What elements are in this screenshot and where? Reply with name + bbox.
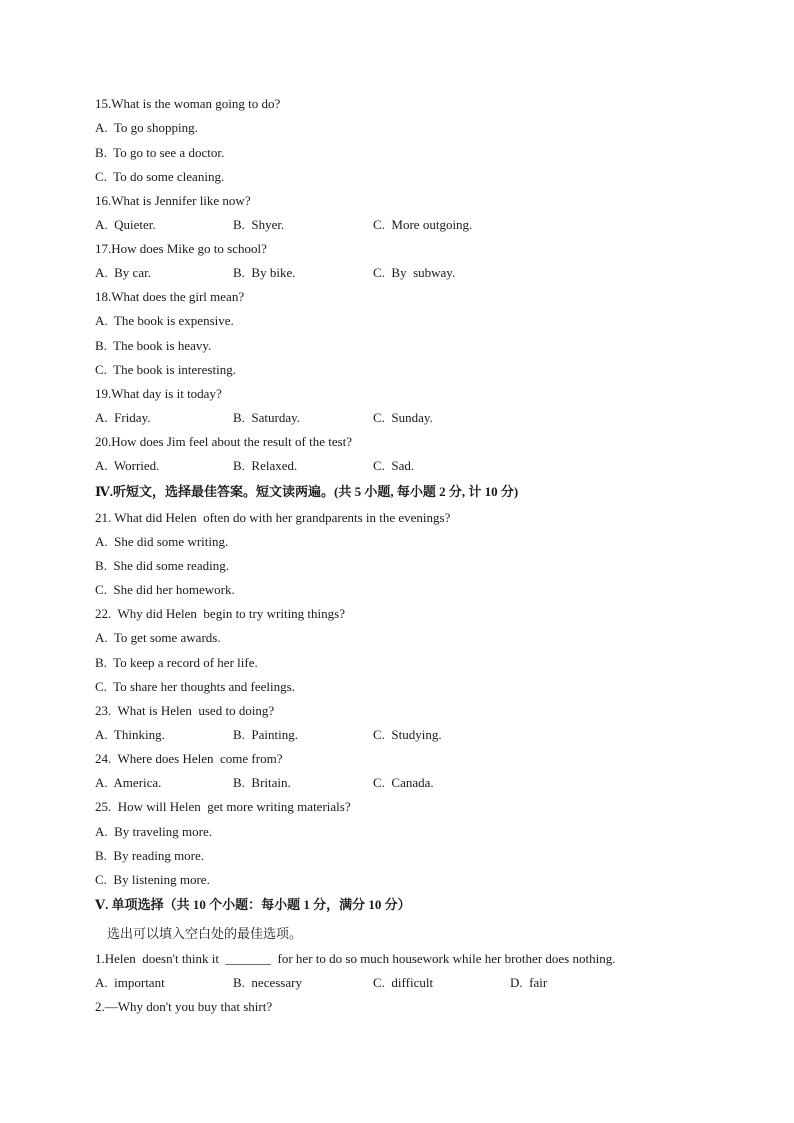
option-19-c: C. Sunday. <box>373 410 433 425</box>
option-23-a: A. Thinking. <box>95 727 165 742</box>
option-21-b: B. She did some reading. <box>95 558 229 573</box>
option-s1-d: D. fair <box>510 975 548 990</box>
option-19-b: B. Saturday. <box>233 410 301 425</box>
option-24-c: C. Canada. <box>373 775 434 790</box>
option-21-a: A. She did some writing. <box>95 534 229 549</box>
question-25: 25. How will Helen get more writing materials? <box>95 799 351 814</box>
option-17-c: C. By subway. <box>373 265 456 280</box>
option-22-b: B. To keep a record of her life. <box>95 655 258 670</box>
question-22: 22. Why did Helen begin to try writing things? <box>95 606 345 621</box>
option-s1-b: B. necessary <box>233 975 302 990</box>
option-16-a: A. Quieter. <box>95 217 156 232</box>
option-23-c: C. Studying. <box>373 727 442 742</box>
option-15-a: A. To go shopping. <box>95 120 198 135</box>
option-s1-a: A. important <box>95 975 165 990</box>
option-17-b: B. By bike. <box>233 265 296 280</box>
option-20-a: A. Worried. <box>95 458 160 473</box>
question-21: 21. What did Helen often do with her grandparents in the evenings? <box>95 510 451 525</box>
question-s1: 1.Helen doesn't think it _______ for her to do so much housework while her brother does nothing. <box>95 951 616 966</box>
option-24-b: B. Britain. <box>233 775 291 790</box>
question-19: 19.What day is it today? <box>95 386 222 401</box>
option-22-c: C. To share her thoughts and feelings. <box>95 679 295 694</box>
question-18: 18.What does the girl mean? <box>95 289 245 304</box>
option-18-a: A. The book is expensive. <box>95 313 234 328</box>
option-s1-c: C. difficult <box>373 975 434 990</box>
question-23: 23. What is Helen used to doing? <box>95 703 275 718</box>
question-s2: 2.—Why don't you buy that shirt? <box>95 999 273 1014</box>
section-5-instruction: 选出可以填入空白处的最佳选项。 <box>107 926 303 941</box>
question-15: 15.What is the woman going to do? <box>95 96 281 111</box>
option-25-a: A. By traveling more. <box>95 824 212 839</box>
option-20-b: B. Relaxed. <box>233 458 298 473</box>
question-20: 20.How does Jim feel about the result of the test? <box>95 434 353 449</box>
option-15-b: B. To go to see a doctor. <box>95 145 225 160</box>
option-22-a: A. To get some awards. <box>95 630 221 645</box>
option-23-b: B. Painting. <box>233 727 299 742</box>
option-17-a: A. By car. <box>95 265 151 280</box>
option-25-c: C. By listening more. <box>95 872 210 887</box>
option-16-b: B. Shyer. <box>233 217 285 232</box>
option-18-b: B. The book is heavy. <box>95 338 212 353</box>
option-19-a: A. Friday. <box>95 410 151 425</box>
option-25-b: B. By reading more. <box>95 848 205 863</box>
question-16: 16.What is Jennifer like now? <box>95 193 251 208</box>
option-16-c: C. More outgoing. <box>373 217 473 232</box>
question-17: 17.How does Mike go to school? <box>95 241 267 256</box>
option-21-c: C. She did her homework. <box>95 582 235 597</box>
section-4-heading: Ⅳ.听短文，选择最佳答案。短文读两遍。(共 5 小题, 每小题 2 分, 计 10 分) <box>95 484 519 499</box>
option-24-a: A. America. <box>95 775 162 790</box>
option-15-c: C. To do some cleaning. <box>95 169 225 184</box>
section-5-heading: Ⅴ. 单项选择（共 10 个小题：每小题 1 分，满分 10 分） <box>95 897 411 912</box>
question-24: 24. Where does Helen come from? <box>95 751 283 766</box>
option-18-c: C. The book is interesting. <box>95 362 236 377</box>
option-20-c: C. Sad. <box>373 458 415 473</box>
